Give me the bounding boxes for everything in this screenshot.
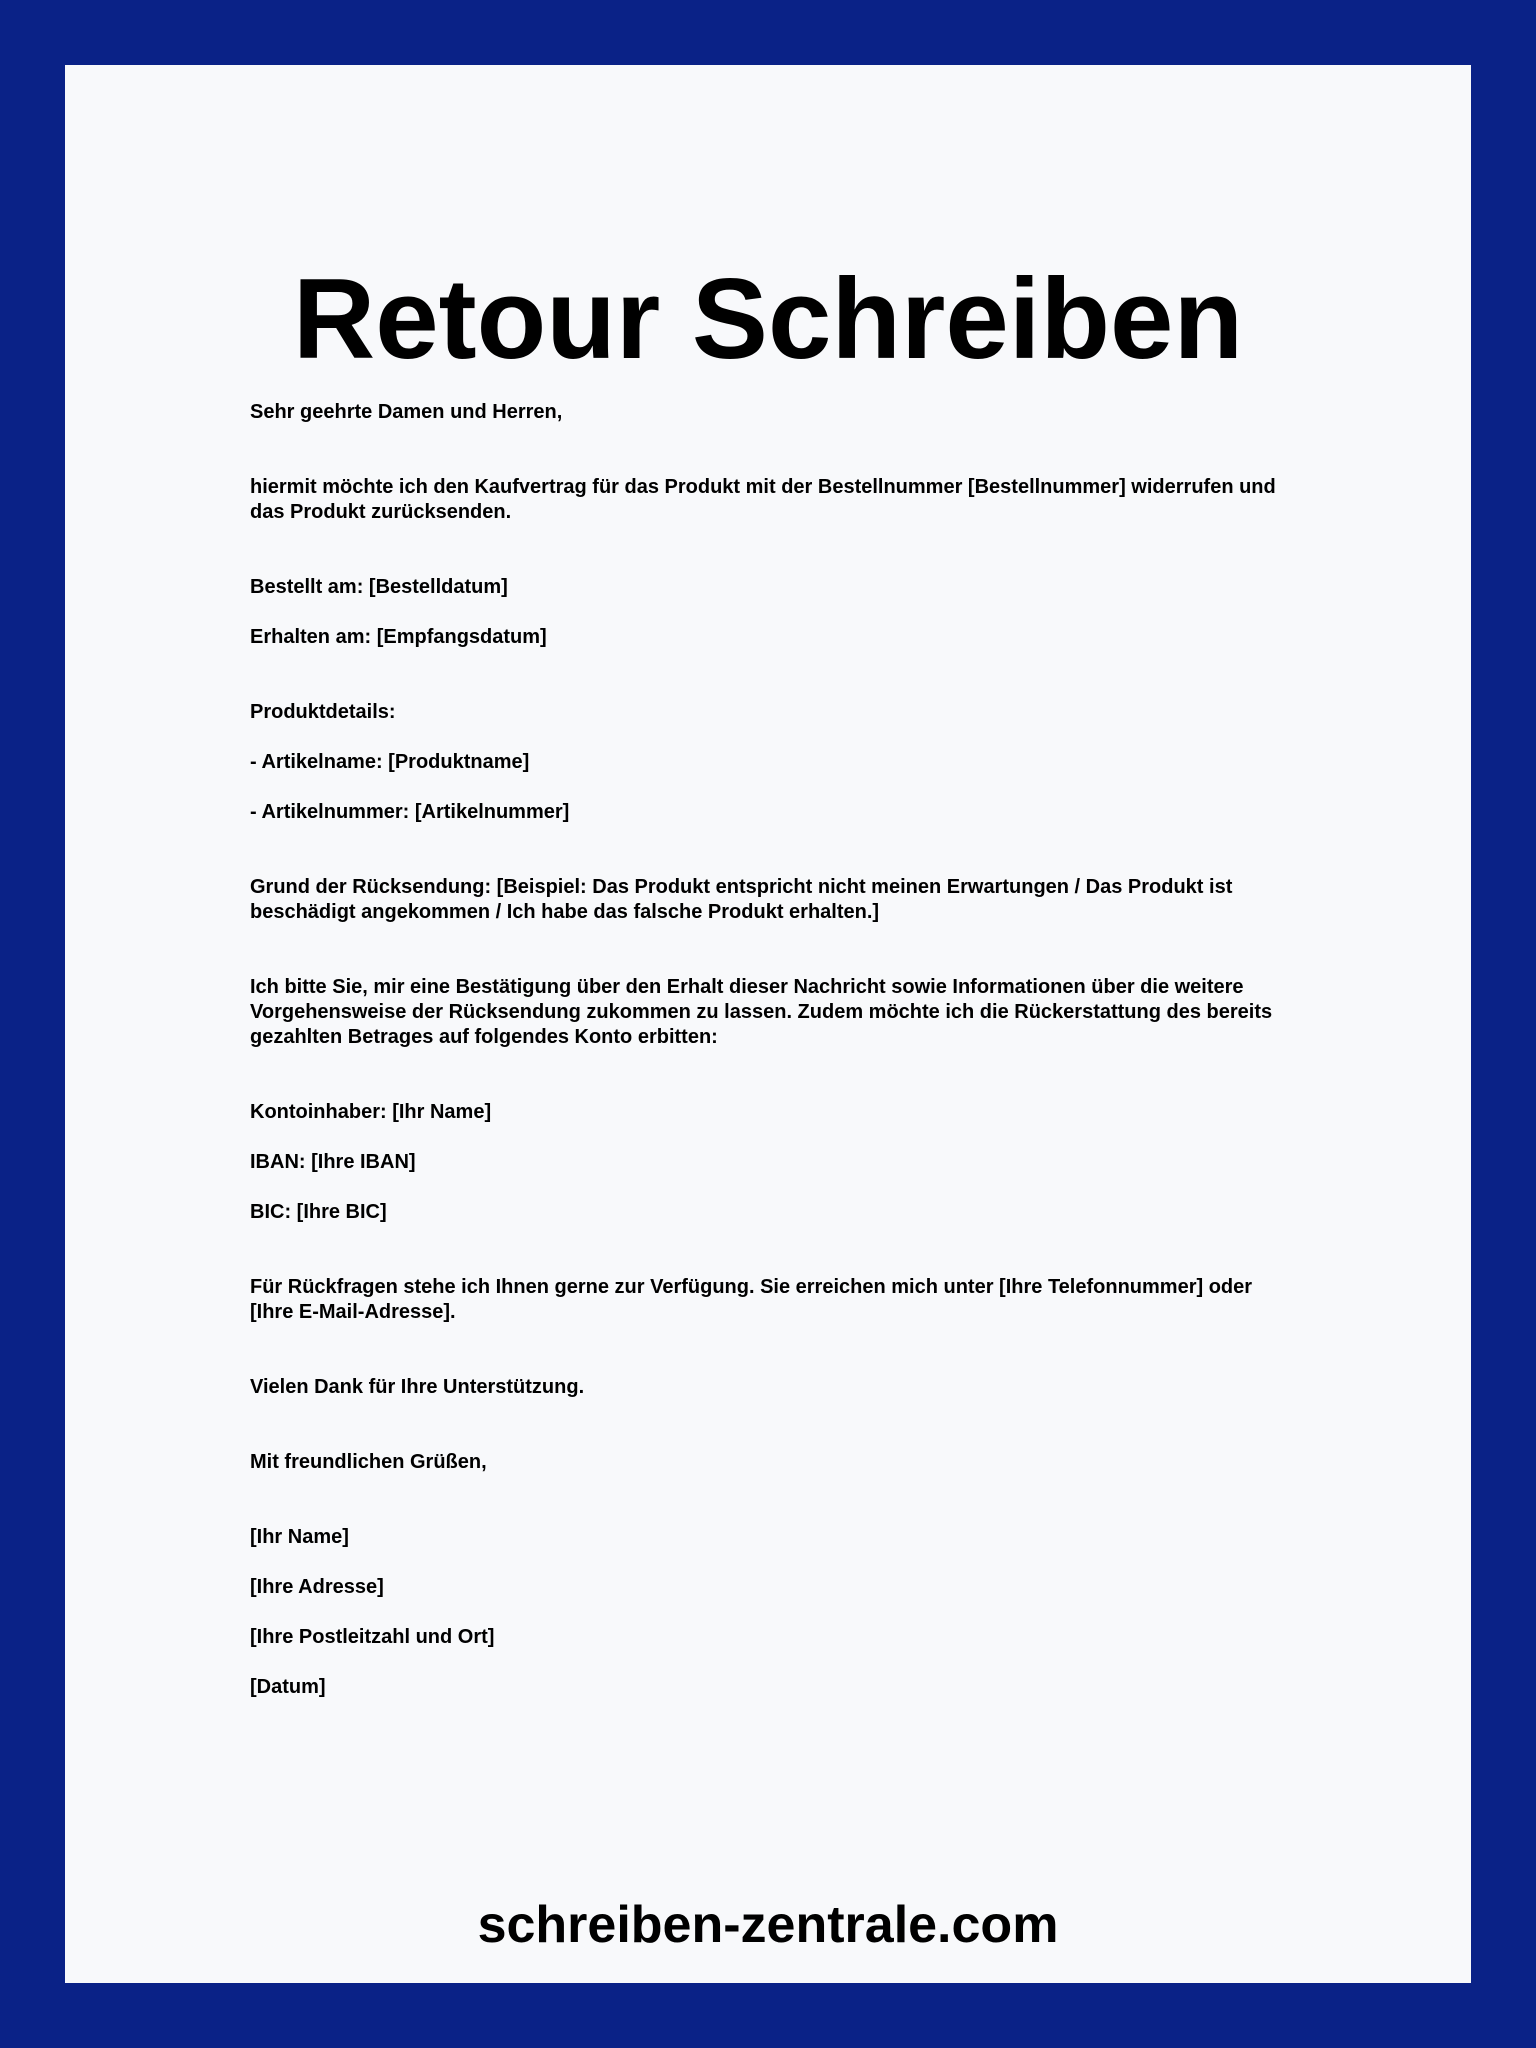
contact-paragraph: Für Rückfragen stehe ich Ihnen gerne zur Verfügung. Sie erreichen mich unter [Ihre Telefonnummer] oder [Ihre E-Mail-Adresse]. xyxy=(250,1276,1253,1323)
intro-paragraph: hiermit möchte ich den Kaufvertrag für das Produkt mit der Bestellnummer [Bestellnummer] widerrufen und das Produkt zurücksenden. xyxy=(250,476,1276,523)
sender-address: [Ihre Adresse] xyxy=(250,1576,384,1598)
product-details-heading: Produktdetails: xyxy=(250,701,396,723)
letter-date: [Datum] xyxy=(250,1676,326,1698)
document-title: Retour Schreiben xyxy=(292,256,1244,383)
return-reason: Grund der Rücksendung: [Beispiel: Das Produkt entspricht nicht meinen Erwartungen / Das Produkt ist beschädigt angekommen / Ich habe das falsche Produkt erhalten.] xyxy=(250,876,1233,923)
letter-body xyxy=(250,400,1295,1700)
received-date: Erhalten am: [Empfangsdatum] xyxy=(250,626,547,648)
bic: BIC: [Ihre BIC] xyxy=(250,1201,387,1223)
site-footer: schreiben-zentrale.com xyxy=(477,1896,1059,1954)
closing: Mit freundlichen Grüßen, xyxy=(250,1451,487,1473)
salutation: Sehr geehrte Damen und Herren, xyxy=(250,401,563,423)
request-paragraph: Ich bitte Sie, mir eine Bestätigung über den Erhalt dieser Nachricht sowie Informationen über die weitere Vorgehensweise der Rücksendung zukommen zu lassen. Zudem möchte ich die Rückerstattung des bereits gezahlten Betrages auf folgendes Konto erbitten: xyxy=(250,976,1273,1048)
order-date: Bestellt am: [Bestelldatum] xyxy=(250,576,508,598)
product-name: - Artikelname: [Produktname] xyxy=(250,751,530,773)
iban: IBAN: [Ihre IBAN] xyxy=(250,1151,416,1173)
sender-name: [Ihr Name] xyxy=(250,1526,349,1548)
account-holder: Kontoinhaber: [Ihr Name] xyxy=(250,1101,492,1123)
product-number: - Artikelnummer: [Artikelnummer] xyxy=(250,801,570,823)
thanks: Vielen Dank für Ihre Unterstützung. xyxy=(250,1376,585,1398)
sender-city: [Ihre Postleitzahl und Ort] xyxy=(250,1626,495,1648)
document-page xyxy=(65,65,1471,1983)
